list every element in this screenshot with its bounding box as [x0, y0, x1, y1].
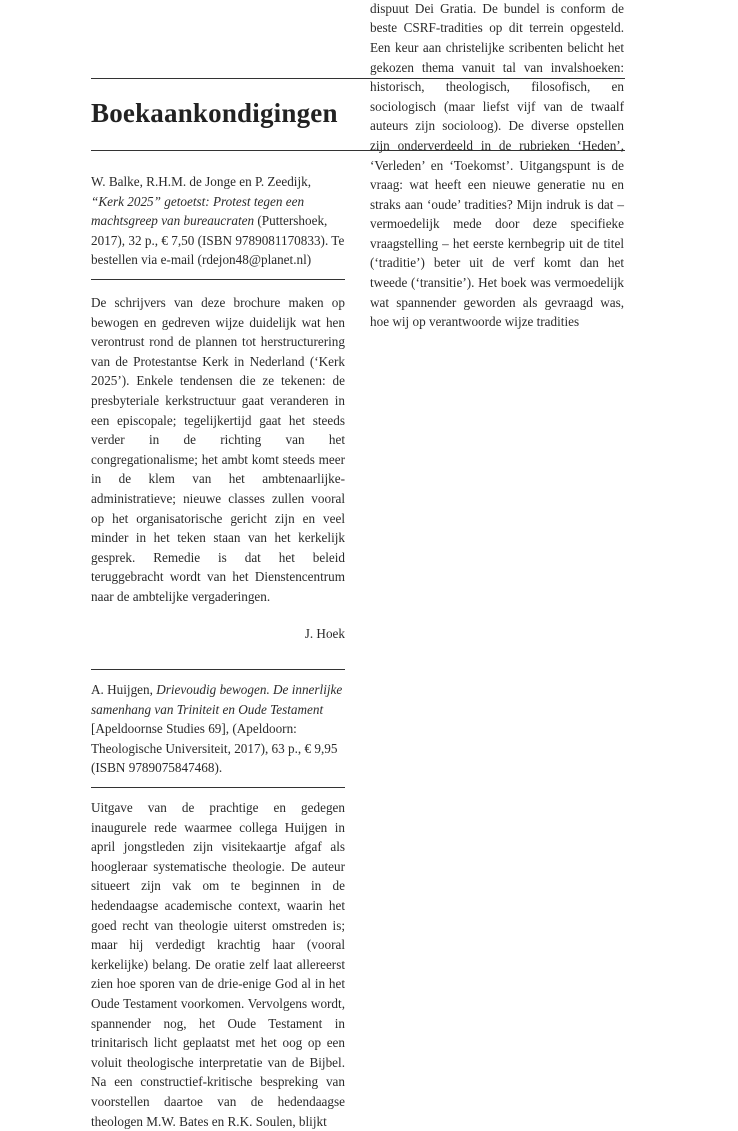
review-3-body: dispuut Dei Gratia. De bundel is conform de beste CSRF-tradities op dit terrein opgesteld. Een keur aan christelijke scribenten belicht het gekozen thema vanuit tal van invalshoeken: historisch, theologisch, filosofisch, en sociologisch (maar liefst vijf van de twaalf auteurs zijn socioloog). De diverse opstellen zijn onderverdeeld in de rubrieken ‘Heden’, ‘Verleden’ en ‘Toekomst’. Uitgangspunt is de vraag: wat heeft een nieuwe generatie nu en straks aan ‘oude’ tradities? Mijn indruk is dat – vermoedelijk mede door deze specifieke vraagstelling – het eerste kernbegrip uit de titel (‘traditie’) beter uit de verf komt dan het tweede (‘transitie’). Het boek was vermoedelijk wat spannender geworden als gevraagd was, hoe wij op verantwoorde wijze tradities [370, 0, 624, 330]
review-1-book-title: “Kerk 2025” getoetst: Protest tegen een machtsgreep van bureaucraten [91, 193, 305, 229]
review-2-top-rule [91, 669, 345, 670]
left-column [91, 172, 345, 788]
review-2-citation-rule [91, 787, 345, 788]
review-2-citation: A. Huijgen, Drievoudig bewogen. De innerlijke samenhang van Triniteit en Oude Testament [Apeldoornse Studies 69], (Apeldoorn: Theologische Universiteit, 2017), 63 p., € 9,95 (ISBN 9789075847468). [91, 682, 343, 776]
review-1-body: De schrijvers van deze brochure maken op bewogen en gedreven wijze duidelijk wat hen verontrust rond de plannen tot herstructurering van de Protestantse Kerk in Nederland (‘Kerk 2025’). Enkele tendensen die ze tekenen: de presbyteriale kerkstructuur gaat veranderen in een episcopale; tegelijkertijd gaat het steeds verder in de richting van het congregationalisme; het ambt komt steeds meer in de klem van het ambtenaarlijke-administratieve; nieuwe classes zullen vooral op het organisatorische gericht zijn en veel minder in het teken staan van het kerkelijk gesprek. Remedie is dat het beleid teruggebracht wordt van het Dienstencentrum naar de ambtelijke vergaderingen. [91, 294, 345, 604]
review-1-signature: J. Hoek [304, 626, 345, 642]
review-1-citation: W. Balke, R.H.M. de Jonge en P. Zeedijk, “Kerk 2025” getoetst: Protest tegen een machtsgreep van bureaucraten (Puttershoek, 2017), 32 p., € 7,50 (ISBN 9789081170833). Te bestellen via e-mail (rdejon48@planet.nl) [91, 174, 345, 268]
right-column [370, 0, 624, 332]
review-2-book-title: Drievoudig bewogen. De innerlijke samenhang van Triniteit en Oude Testament [91, 682, 343, 717]
review-2-body-part-1: Uitgave van de prachtige en gedegen inaugurele rede waarmee collega Huijgen in april jongstleden zijn visitekaartje afgaf als hoogleraar systematische theologie. De auteur situeert zijn vak om te beginnen in de hedendaagse academische context, waarin het goed recht van theologie uiterst omstreden is; maar hij verdedigt krachtig haar (vooral kerkelijke) belang. De oratie zelf laat allereerst zien hoe sporen van de drie-enige God al in het Oude Testament voorkomen. Vervolgens wordt, spannender nog, het Oude Testament in trinitarisch licht geplaatst met het oog op een voluit theologische interpretatie van de Bijbel. Na een constructief-kritische bespreking van voorstellen daartoe van de hedendaagse theologen M.W. Bates en R.K. Soulen, blijkt [91, 800, 345, 1129]
review-2-body-left [91, 798, 345, 1129]
review-1-citation-rule [91, 279, 345, 280]
page-title: Boekaankondigingen [91, 98, 338, 128]
